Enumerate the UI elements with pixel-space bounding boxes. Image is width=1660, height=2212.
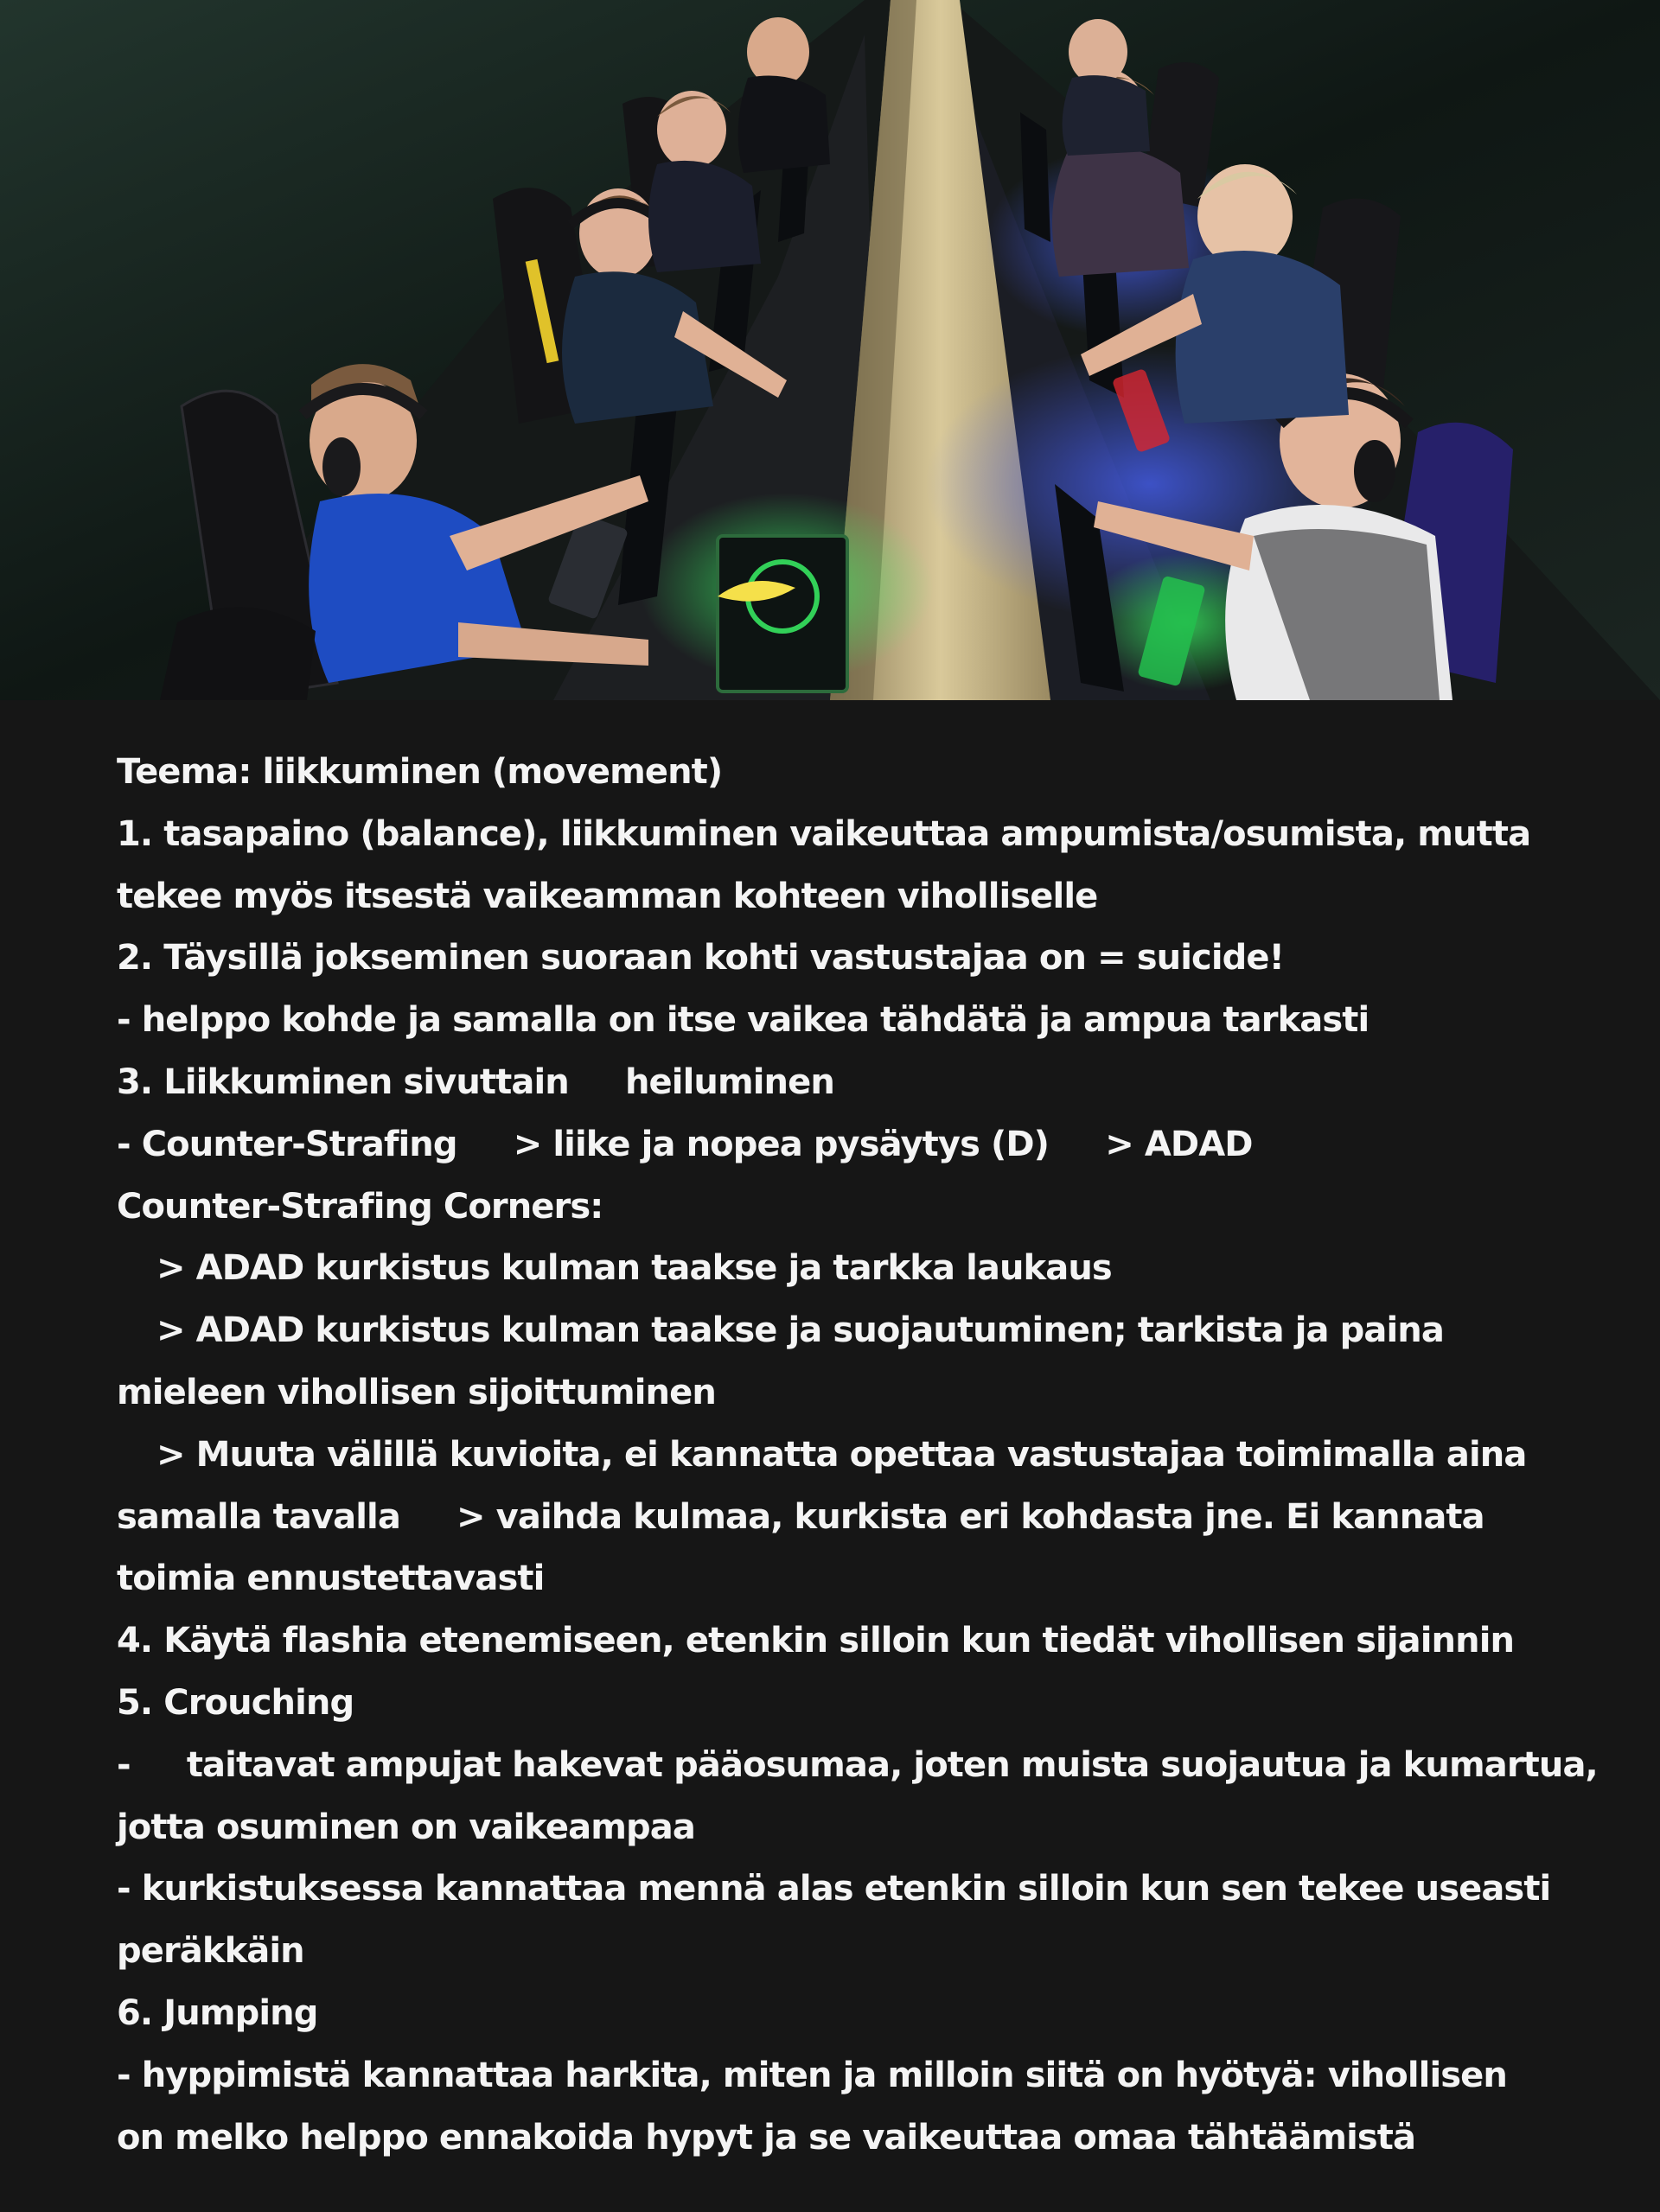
note-line: on melko helppo ennakoida hypyt ja se vaikeuttaa omaa tähtäämistä	[117, 2117, 1416, 2158]
note-line: 3. Liikkuminen sivuttain heiluminen	[117, 1061, 834, 1102]
note-line: 6. Jumping	[117, 1992, 318, 2033]
note-line: > ADAD kurkistus kulman taakse ja suojautuminen; tarkista ja paina	[156, 1310, 1444, 1351]
note-line: jotta osuminen on vaikeampaa	[117, 1807, 695, 1847]
note-line: > ADAD kurkistus kulman taakse ja tarkka laukaus	[156, 1248, 1112, 1289]
theme-heading: Teema: liikkuminen (movement)	[117, 752, 723, 792]
note-line: - helppo kohde ja samalla on itse vaikea tähdätä ja ampua tarkasti	[117, 1000, 1370, 1041]
esports-team-photo	[0, 0, 1660, 700]
note-line: peräkkäin	[117, 1931, 304, 1972]
note-line: samalla tavalla > vaihda kulmaa, kurkista eri kohdasta jne. Ei kannata	[117, 1496, 1484, 1537]
note-line: - hyppimistä kannattaa harkita, miten ja milloin siitä on hyötyä: vihollisen	[117, 2055, 1507, 2095]
players-at-gaming-computers-image	[0, 0, 1660, 700]
note-line: - Counter-Strafing > liike ja nopea pysäytys (D) > ADAD	[117, 1124, 1253, 1164]
note-line: - kurkistuksessa kannattaa mennä alas etenkin silloin kun sen tekee useasti	[117, 1869, 1551, 1909]
movement-theme-notes	[117, 742, 1598, 2169]
note-line: 5. Crouching	[117, 1682, 354, 1723]
note-line: - taitavat ampujat hakevat pääosumaa, joten muista suojautua ja kumartua,	[117, 1744, 1598, 1785]
note-line: Counter-Strafing Corners:	[117, 1186, 603, 1227]
note-line: 4. Käytä flashia etenemiseen, etenkin silloin kun tiedät vihollisen sijainnin	[117, 1621, 1515, 1661]
note-line: 1. tasapaino (balance), liikkuminen vaikeuttaa ampumista/osumista, mutta	[117, 813, 1531, 854]
note-line: tekee myös itsestä vaikeamman kohteen viholliselle	[117, 876, 1098, 916]
note-line: mieleen vihollisen sijoittuminen	[117, 1372, 716, 1412]
note-line: toimia ennustettavasti	[117, 1559, 545, 1599]
note-line: > Muuta välillä kuvioita, ei kannatta opettaa vastustajaa toimimalla aina	[156, 1434, 1527, 1475]
note-line: 2. Täysillä jokseminen suoraan kohti vastustajaa on = suicide!	[117, 938, 1284, 979]
